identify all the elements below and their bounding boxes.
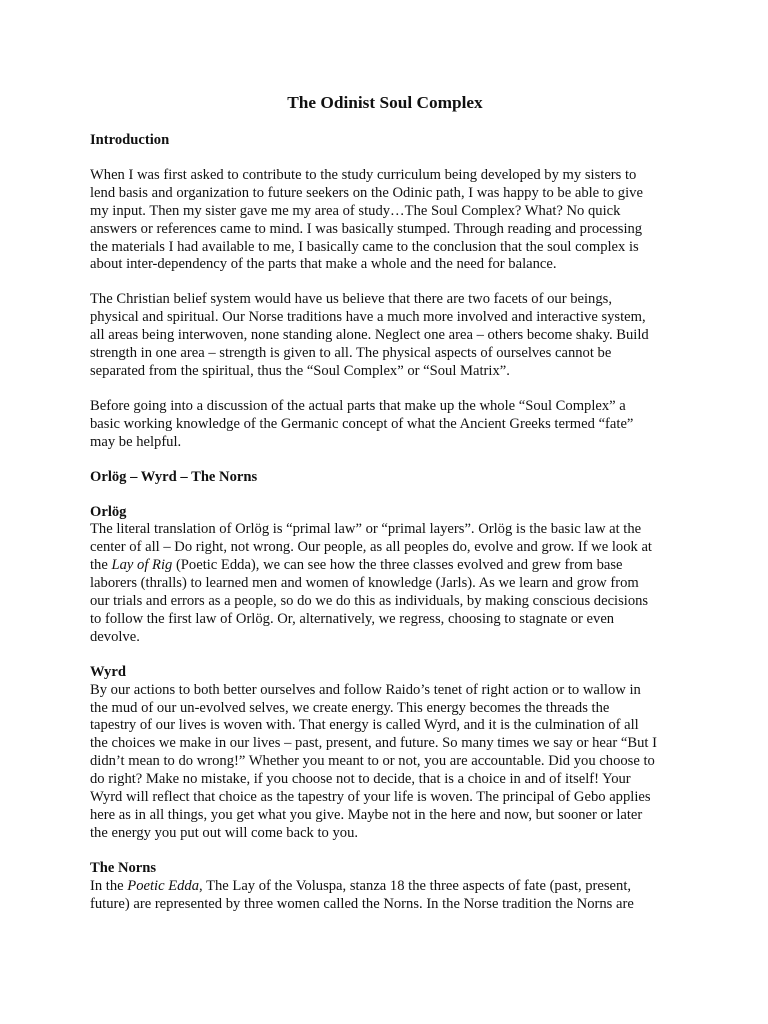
text-line: future) are represented by three women called the Norns. In the Norse tradition the Norns are <box>90 895 634 912</box>
text-line <box>90 878 680 896</box>
text-line: didn’t mean to do wrong!” Whether you meant to or not, you are accountable. Did you choose to <box>90 753 655 770</box>
text-line: tapestry of our lives is woven with. That energy is called Wyrd, and it is the culmination of all <box>90 717 639 734</box>
document-body <box>90 92 680 931</box>
text-line: Before going into a discussion of the actual parts that make up the whole “Soul Complex” a <box>90 397 626 414</box>
introduction-paragraph-1 <box>90 167 680 274</box>
text-line: may be helpful. <box>90 433 182 450</box>
text-run: the <box>90 557 112 574</box>
text-line: the materials I had available to me, I basically came to the conclusion that the soul complex is <box>90 238 639 255</box>
introduction-paragraph-2 <box>90 291 680 381</box>
text-line: all areas being interwoven, none standing alone. Neglect one area – others become shaky. Build <box>90 327 649 344</box>
text-line: When I was first asked to contribute to the study curriculum being developed by my sisters to <box>90 166 637 183</box>
text-run: (Poetic Edda), we can see how the three classes evolved and grew from base <box>172 557 623 574</box>
text-line: the choices we make in our lives – past, present, and future. So many times we say or hear “But I <box>90 735 657 752</box>
orlog-heading: Orlög <box>90 503 127 520</box>
text-line: answers or references came to mind. I was basically stumped. Through reading and processing <box>90 220 643 237</box>
text-line: The literal translation of Orlög is “primal law” or “primal layers”. Orlög is the basic law at the <box>90 521 642 538</box>
section-heading: Orlög – Wyrd – The Norns <box>90 468 258 485</box>
text-line: devolve. <box>90 628 140 645</box>
text-line: the energy you put out will come back to you. <box>90 824 359 841</box>
wyrd-heading: Wyrd <box>90 663 126 680</box>
text-line: about inter-dependency of the parts that make a whole and the need for balance. <box>90 256 557 273</box>
text-line: Wyrd will reflect that choice as the tapestry of your life is woven. The principal of Gebo applies <box>90 789 651 806</box>
wyrd-paragraph <box>90 682 680 843</box>
text-line: the mud of our un-evolved selves, we create energy. This energy becomes the threads the <box>90 699 610 716</box>
text-line: our trials and errors as a people, so do we do this as individuals, by making conscious decisions <box>90 593 649 610</box>
text-run: In the <box>90 877 128 894</box>
text-line: do right? Make no mistake, if you choose not to decide, that is a choice in and of itself! Your <box>90 771 631 788</box>
norns-heading: The Norns <box>90 859 157 876</box>
text-line: The Christian belief system would have us believe that there are two facets of our beings, <box>90 291 612 308</box>
text-line: here as in all things, you get what you give. Maybe not in the here and now, but sooner or later <box>90 807 643 823</box>
text-line <box>90 557 680 575</box>
text-line: basic working knowledge of the Germanic concept of what the Ancient Greeks termed “fate” <box>90 415 634 432</box>
introduction-paragraph-3 <box>90 398 680 452</box>
text-line: physical and spiritual. Our Norse traditions have a much more involved and interactive system, <box>90 309 646 326</box>
text-line: lend basis and organization to future seekers on the Odinic path, I was happy to be able to give <box>90 184 643 201</box>
text-line: center of all – Do right, not wrong. Our people, as all peoples do, evolve and grow. If we look at <box>90 539 652 556</box>
text-line: my input. Then my sister gave me my area of study…The Soul Complex? What? No quick <box>90 202 621 219</box>
text-line: laborers (thralls) to learned men and women of knowledge (Jarls). As we learn and grow from <box>90 575 639 592</box>
text-line: separated from the spiritual, thus the “Soul Complex” or “Soul Matrix”. <box>90 362 510 379</box>
book-title-lay-of-rig: Lay of Rig <box>111 557 173 574</box>
introduction-heading: Introduction <box>90 132 170 148</box>
norns-paragraph <box>90 878 680 914</box>
orlog-paragraph <box>90 521 680 646</box>
text-run: , The Lay of the Voluspa, stanza 18 the three aspects of fate (past, present, <box>199 877 632 894</box>
text-line: By our actions to both better ourselves and follow Raido’s tenet of right action or to wallow in <box>90 681 641 698</box>
text-line: strength in one area – strength is given to all. The physical aspects of ourselves cannot be <box>90 345 612 362</box>
text-line: to follow the first law of Orlög. Or, alternatively, we regress, choosing to stagnate or even <box>90 610 615 627</box>
document-title: The Odinist Soul Complex <box>287 93 483 112</box>
book-title-poetic-edda: Poetic Edda <box>127 877 200 894</box>
